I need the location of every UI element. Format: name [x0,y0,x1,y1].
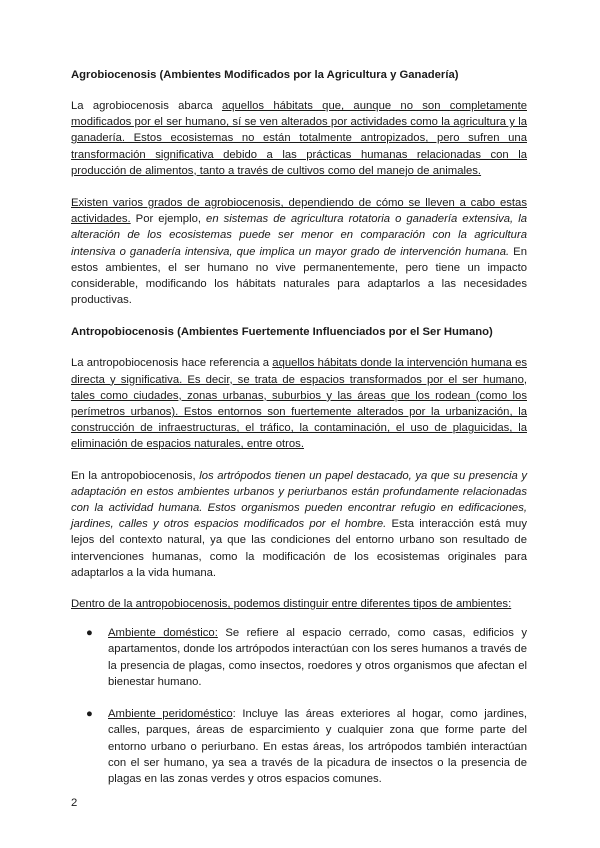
text-run: Por ejemplo, [130,213,207,226]
paragraph-arthropods-role [71,468,527,581]
list-item-term: Ambiente doméstico: [108,627,218,640]
document-page [71,67,527,787]
section-heading-agrobiocenosis: Agrobiocenosis (Ambientes Modificados por la Agricultura y Ganadería) [71,69,459,81]
paragraph-agrobiocenosis-definition [71,98,527,179]
bullet-icon: ● [86,708,93,721]
italic-text: en sistemas de agricultura rotatoria o ganadería extensiva, la alteración de los ecosistemas puede ser menor en comparación con la agricultura intensiva o ganadería intensiva, que implica un mayor grado de intervención humana. [71,213,527,258]
text-run: La agrobiocenosis abarca [71,100,222,112]
underlined-text: Dentro de la antropobiocenosis, podemos distinguir entre diferentes tipos de ambientes: [71,598,512,611]
list-item-term: Ambiente peridoméstico [108,708,233,721]
paragraph-antropobiocenosis-definition [71,355,527,452]
list-item-text: : Incluye las áreas exteriores al hogar, como jardines, calles, parques, áreas de esparcimiento y cualquier zona que forme parte del entorno urbano o periurbano. En estas áreas, los artrópodos también interactúan con el ser humano, ya sea a través de la picadura de insectos o la presencia de plagas en las zonas verdes y otros espacios comunes. [108,708,527,785]
italic-text: los artrópodos tienen un papel destacado, ya que su presencia y adaptación en estos ambientes urbanos y periurbanos están profundamente relacionadas con la actividad humana. Estos organismos pueden encontrar refugio en edificaciones, jardines, calles y otros espacios modificados por el hombre. [71,469,528,531]
text-run: En estos ambientes, el ser humano no vive permanentemente, pero tiene un impacto considerable, modificando los hábitats naturales para adaptarlos a las necesidades productivas. [71,245,527,307]
page-number: 2 [71,797,78,809]
section-heading-antropobiocenosis: Antropobiocenosis (Ambientes Fuertemente Influenciados por el Ser Humano) [71,326,493,339]
underlined-text: aquellos hábitats que, aunque no son completamente modificados por el ser humano, sí se ven alterados por actividades como la agricultura y la ganadería. Estos ecosistemas no están totalmente antropizados, pero sufren una transformación significativa debido a las prácticas humanas relacionadas con la producción de alimentos, tanto a través de cultivos como del manejo de animales. [71,100,527,177]
paragraph-agrobiocenosis-degrees [71,195,527,308]
underlined-text: Existen varios grados de agrobiocenosis, dependiendo de cómo se lleven a cabo estas actividades. [71,197,527,226]
environment-types-list [71,625,527,787]
bullet-icon: ● [86,627,93,640]
text-run: En la antropobiocenosis, [71,469,200,482]
underlined-text: aquellos hábitats donde la intervención humana es directa y significativa. Es decir, se trata de espacios transformados por el ser humano, tales como ciudades, zonas urbanas, suburbios y las áreas que los rodean (como los perímetros urbanos). Estos entornos son fuertemente alterados por la urbanización, la construcción de infraestructuras, el tráfico, la contaminación, el uso de plaguicidas, la eliminación de espacios naturales, entre otros. [71,357,528,451]
list-item-domestic [71,625,527,690]
paragraph-environment-types-intro [71,596,527,612]
text-run: La antropobiocenosis hace referencia a [71,357,273,370]
text-run: Esta interacción está muy lejos del contexto natural, ya que las condiciones del entorno urbano son resultado de intervenciones humanas, como la modificación de los ecosistemas originales para adaptarlos a la vida humana. [71,518,527,579]
list-item-text: Se refiere al espacio cerrado, como casas, edificios y apartamentos, donde los artrópodos interactúan con los seres humanos a través de la presencia de plagas, como insectos, roedores y otros organismos que afectan el bienestar humano. [108,627,527,688]
list-item-peridomestic [71,706,527,787]
